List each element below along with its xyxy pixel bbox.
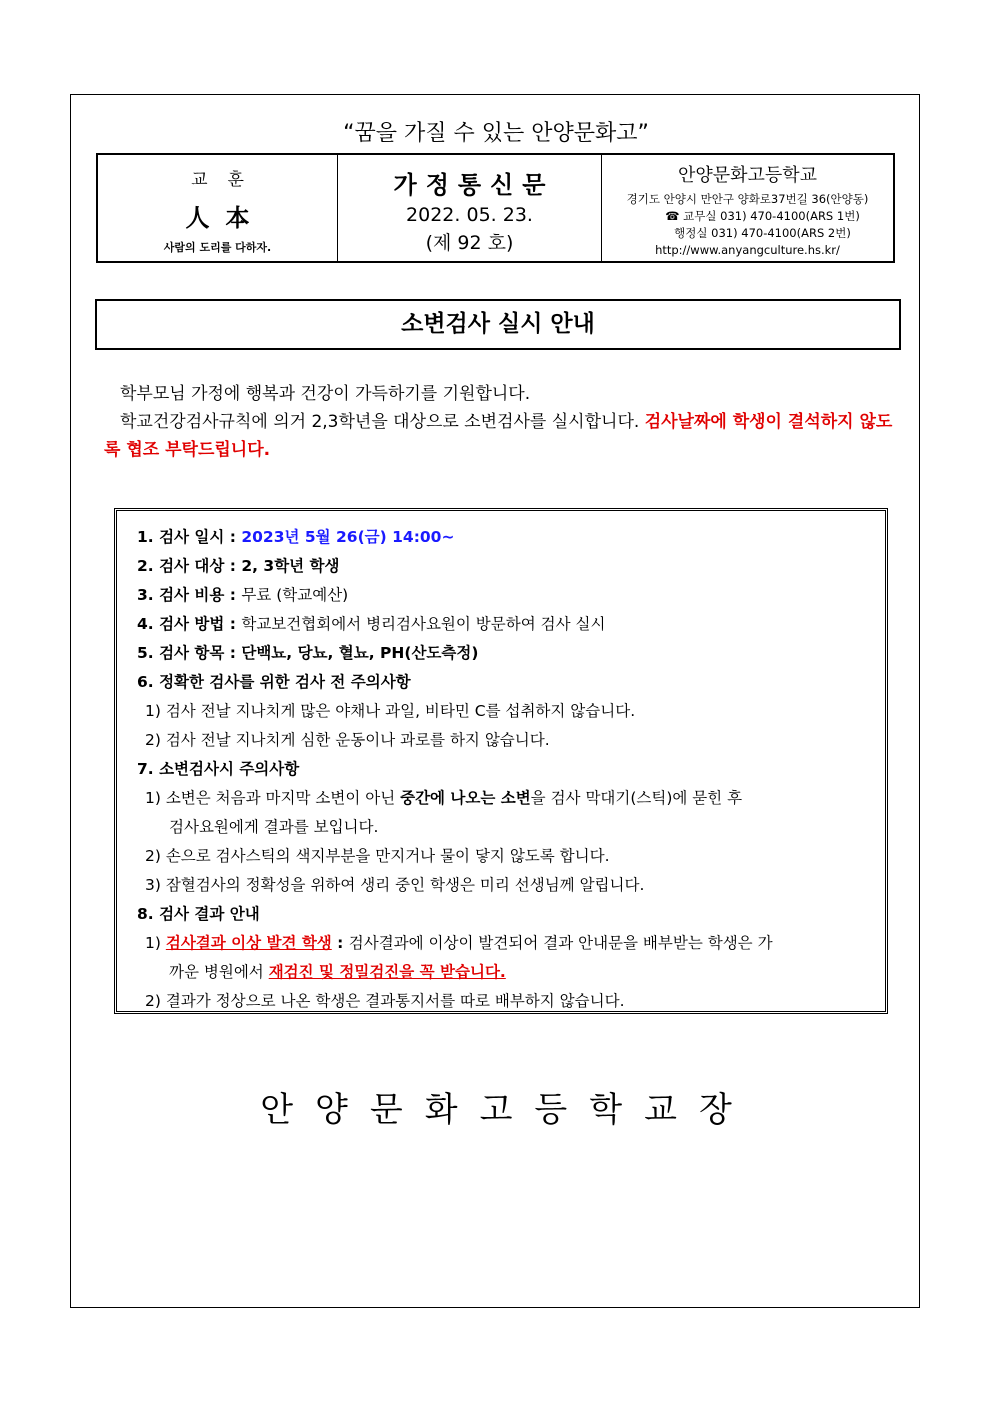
school-cell bbox=[602, 155, 893, 261]
item-tests-label: 5. 검사 항목 : bbox=[137, 644, 242, 662]
item-cost bbox=[137, 581, 877, 610]
motto-subtitle: 사람의 도리를 다하자. bbox=[163, 241, 272, 254]
result-1-continued bbox=[137, 958, 877, 987]
motto-cell bbox=[98, 155, 338, 261]
caution-1-emphasis: 중간에 나오는 소변 bbox=[400, 789, 531, 807]
result-1-emphasis: 검사결과 이상 발견 학생 bbox=[165, 934, 332, 952]
school-contact bbox=[602, 191, 893, 259]
school-phone-admin: 행정실 031) 470-4100(ARS 2번) bbox=[674, 226, 851, 240]
item-date-value: 2023년 5월 26(금) 14:00~ bbox=[241, 528, 455, 546]
result-1-continued-text: 까운 병원에서 bbox=[169, 963, 269, 981]
item-target bbox=[137, 552, 877, 581]
item-tests-value: 단백뇨, 당뇨, 혈뇨, PH(산도측정) bbox=[241, 644, 479, 662]
motto-label: 교훈 bbox=[191, 170, 264, 190]
item-date-label: 1. 검사 일시 : bbox=[137, 528, 242, 546]
school-name: 안양문화고등학교 bbox=[677, 165, 818, 186]
document-date: 2022. 05. 23. bbox=[406, 204, 533, 226]
document-issue-number: (제 92 호) bbox=[425, 232, 514, 254]
result-1-continued-emphasis: 재검진 및 정밀검진을 꼭 받습니다. bbox=[268, 963, 506, 981]
caution-2: 2) 손으로 검사스틱의 색지부분을 만지거나 물이 닿지 않도록 합니다. bbox=[145, 847, 610, 865]
item-tests bbox=[137, 639, 877, 668]
motto: 人本 bbox=[185, 203, 266, 232]
caution-1 bbox=[137, 784, 877, 813]
intro-line-1: 학부모님 가정에 행복과 건강이 가득하기를 기원합니다. bbox=[120, 384, 531, 404]
precaution-1: 1) 검사 전날 지나치게 많은 야채나 과일, 비타민 C를 섭취하지 않습니다. bbox=[145, 702, 636, 720]
result-1 bbox=[137, 929, 877, 958]
item-target-label: 2. 검사 대상 : bbox=[137, 557, 242, 575]
item-target-value: 2, 3학년 학생 bbox=[241, 557, 340, 575]
document-cell bbox=[338, 155, 602, 261]
intro-line-2-emphasis: 검사날짜에 학생이 결석하지 않도록 협조 부탁드립니다. bbox=[104, 412, 893, 460]
intro-line-2 bbox=[104, 408, 899, 464]
result-1-colon: : bbox=[331, 934, 349, 952]
result-1-text: 검사결과에 이상이 발견되어 결과 안내문을 배부받는 학생은 가 bbox=[348, 934, 773, 952]
school-website[interactable]: http://www.anyangculture.hs.kr/ bbox=[655, 243, 840, 257]
school-address: 경기도 안양시 만안구 양화로37번길 36(안양동) bbox=[626, 192, 869, 206]
header-table bbox=[96, 153, 895, 263]
info-list bbox=[137, 523, 877, 1016]
item-method-value: 학교보건협회에서 병리검사요원이 방문하여 검사 실시 bbox=[241, 615, 606, 633]
school-slogan: “꿈을 가질 수 있는 안양문화고” bbox=[343, 121, 649, 146]
result-2: 2) 결과가 정상으로 나온 학생은 결과통지서를 따로 배부하지 않습니다. bbox=[145, 992, 625, 1010]
principal-signature: 안양문화고등학교장 bbox=[260, 1090, 754, 1130]
notice-title: 소변검사 실시 안내 bbox=[95, 299, 901, 350]
item-results-heading: 8. 검사 결과 안내 bbox=[137, 905, 260, 923]
result-1-number: 1) bbox=[145, 934, 166, 952]
caution-1-text-b: 을 검사 막대기(스틱)에 묻힌 후 bbox=[530, 789, 743, 807]
item-method-label: 4. 검사 방법 : bbox=[137, 615, 242, 633]
intro-text bbox=[104, 380, 899, 464]
document-type: 가정통신문 bbox=[393, 171, 555, 199]
item-cautions-heading: 7. 소변검사시 주의사항 bbox=[137, 760, 300, 778]
school-phone-office: ☎ 교무실 031) 470-4100(ARS 1번) bbox=[665, 209, 860, 223]
caution-1-text-a: 1) 소변은 처음과 마지막 소변이 아닌 bbox=[145, 789, 401, 807]
item-cost-label: 3. 검사 비용 : bbox=[137, 586, 242, 604]
precaution-2: 2) 검사 전날 지나치게 심한 운동이나 과로를 하지 않습니다. bbox=[145, 731, 550, 749]
item-date bbox=[137, 523, 877, 552]
caution-1-continued: 검사요원에게 결과를 보입니다. bbox=[169, 818, 379, 836]
item-cost-value: 무료 (학교예산) bbox=[241, 586, 349, 604]
item-precautions-heading: 6. 정확한 검사를 위한 검사 전 주의사항 bbox=[137, 673, 411, 691]
intro-line-2-text: 학교건강검사규칙에 의거 2,3학년을 대상으로 소변검사를 실시합니다. bbox=[120, 412, 645, 432]
item-method bbox=[137, 610, 877, 639]
info-box bbox=[114, 508, 888, 1014]
caution-3: 3) 잠혈검사의 정확성을 위하여 생리 중인 학생은 미리 선생님께 알립니다. bbox=[145, 876, 645, 894]
